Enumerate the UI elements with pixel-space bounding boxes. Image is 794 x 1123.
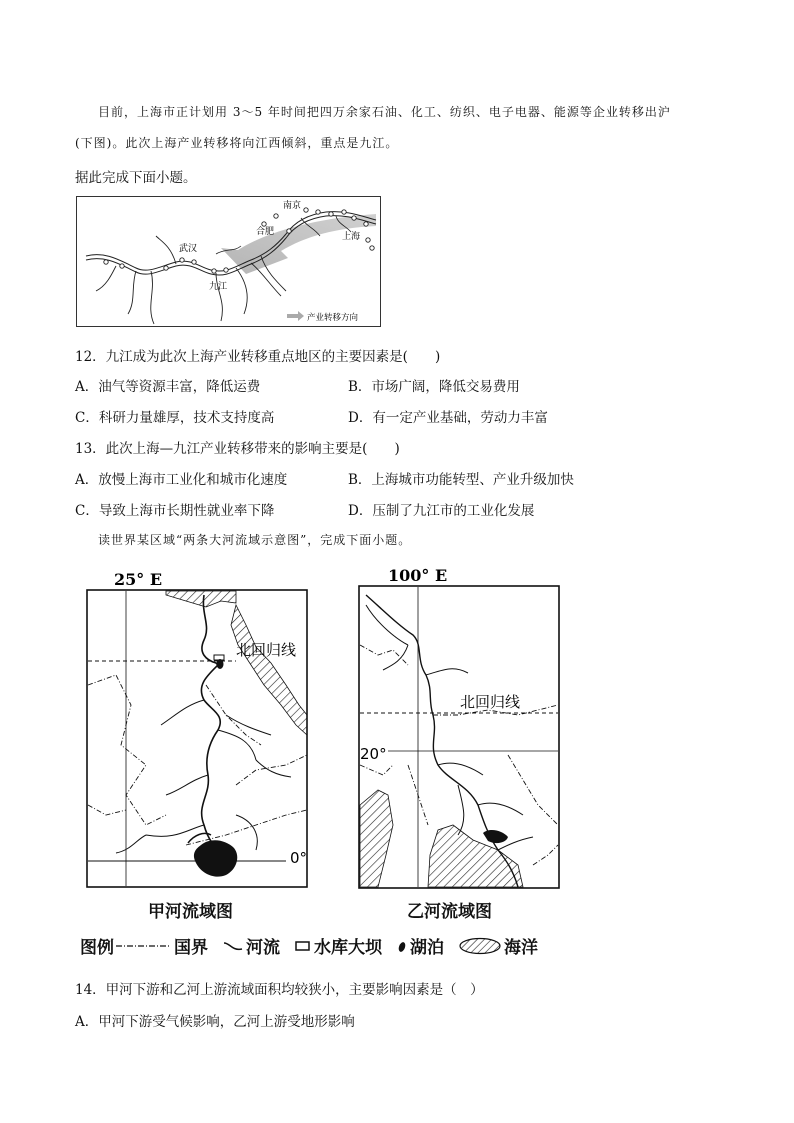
legend-dam-label: 水库大坝 xyxy=(314,938,382,958)
jia-lake-small xyxy=(217,659,224,669)
legend-lake-label: 湖泊 xyxy=(410,938,444,958)
yi-caption: 乙河流域图 xyxy=(407,902,492,922)
jia-caption: 甲河流域图 xyxy=(148,902,233,922)
ocean-symbol-icon xyxy=(458,937,502,955)
yi-river-basin-map xyxy=(358,565,568,890)
label-wuhan: 武汉 xyxy=(179,244,198,254)
yi-tropic-label: 北回归线 xyxy=(460,693,521,711)
q13-option-b[interactable]: B．上海城市功能转型、产业升级加快 xyxy=(348,472,574,488)
q14-option-a[interactable]: A．甲河下游受气候影响，乙河上游受地形影响 xyxy=(75,1014,355,1030)
q13-stem: 13．此次上海—九江产业转移带来的影响主要是( ) xyxy=(75,441,400,457)
label-shanghai: 上海 xyxy=(342,232,361,242)
label-jiujiang: 九江 xyxy=(209,282,228,292)
yi-lon-label: 100° E xyxy=(388,566,448,585)
q12-stem: 12．九江成为此次上海产业转移重点地区的主要因素是( ) xyxy=(75,349,441,365)
q12-option-a[interactable]: A．油气等资源丰富，降低运费 xyxy=(75,379,261,395)
river-symbol-icon xyxy=(222,939,244,953)
q13-option-c[interactable]: C．导致上海市长期性就业率下降 xyxy=(75,503,275,519)
legend-lake xyxy=(396,933,444,958)
dam-symbol-icon xyxy=(294,940,312,952)
label-hefei: 合肥 xyxy=(256,227,275,237)
q13-option-a[interactable]: A．放慢上海市工业化和城市化速度 xyxy=(75,472,288,488)
q13-option-d[interactable]: D．压制了九江市的工业化发展 xyxy=(348,503,535,519)
yi-lat-label: 20° xyxy=(360,745,387,763)
label-nanjing: 南京 xyxy=(283,201,302,211)
intro-line-2: (下图)。此次上海产业转移将向江西倾斜，重点是九江。 xyxy=(75,136,399,150)
intro-line-3: 据此完成下面小题。 xyxy=(75,170,197,186)
legend-border xyxy=(114,933,208,958)
transfer-legend-label: 产业转移方向 xyxy=(307,313,359,323)
lake-symbol-icon xyxy=(396,938,408,954)
legend-dam xyxy=(294,933,382,958)
jia-equator-label: 0° xyxy=(290,849,308,867)
q14-stem: 14．甲河下游和乙河上游流域面积均较狭小，主要影响因素是（ ） xyxy=(75,982,484,998)
legend-ocean-label: 海洋 xyxy=(504,938,538,958)
legend-river-label: 河流 xyxy=(246,938,280,958)
jia-river-basin-map xyxy=(86,565,316,890)
legend-border-label: 国界 xyxy=(174,938,208,958)
q12-option-b[interactable]: B．市场广阔，降低交易费用 xyxy=(348,379,520,395)
q12-option-c[interactable]: C．科研力量雄厚，技术支持度高 xyxy=(75,410,275,426)
legend-title: 图例 xyxy=(80,938,114,958)
jia-tropic-label: 北回归线 xyxy=(236,641,297,659)
q12-option-d[interactable]: D．有一定产业基础，劳动力丰富 xyxy=(348,410,548,426)
industry-transfer-map xyxy=(76,196,382,328)
intro-2: 读世界某区域“两条大河流域示意图”，完成下面小题。 xyxy=(98,533,412,547)
legend-river xyxy=(222,933,280,958)
legend-ocean xyxy=(458,933,538,958)
border-symbol-icon xyxy=(114,941,172,951)
jia-lon-label: 25° E xyxy=(114,570,163,589)
intro-line-1: 目前，上海市正计划用 3～5 年时间把四万余家石油、化工、纺织、电子电器、能源等企业转移出沪 xyxy=(98,105,671,119)
map-legend xyxy=(80,933,552,958)
